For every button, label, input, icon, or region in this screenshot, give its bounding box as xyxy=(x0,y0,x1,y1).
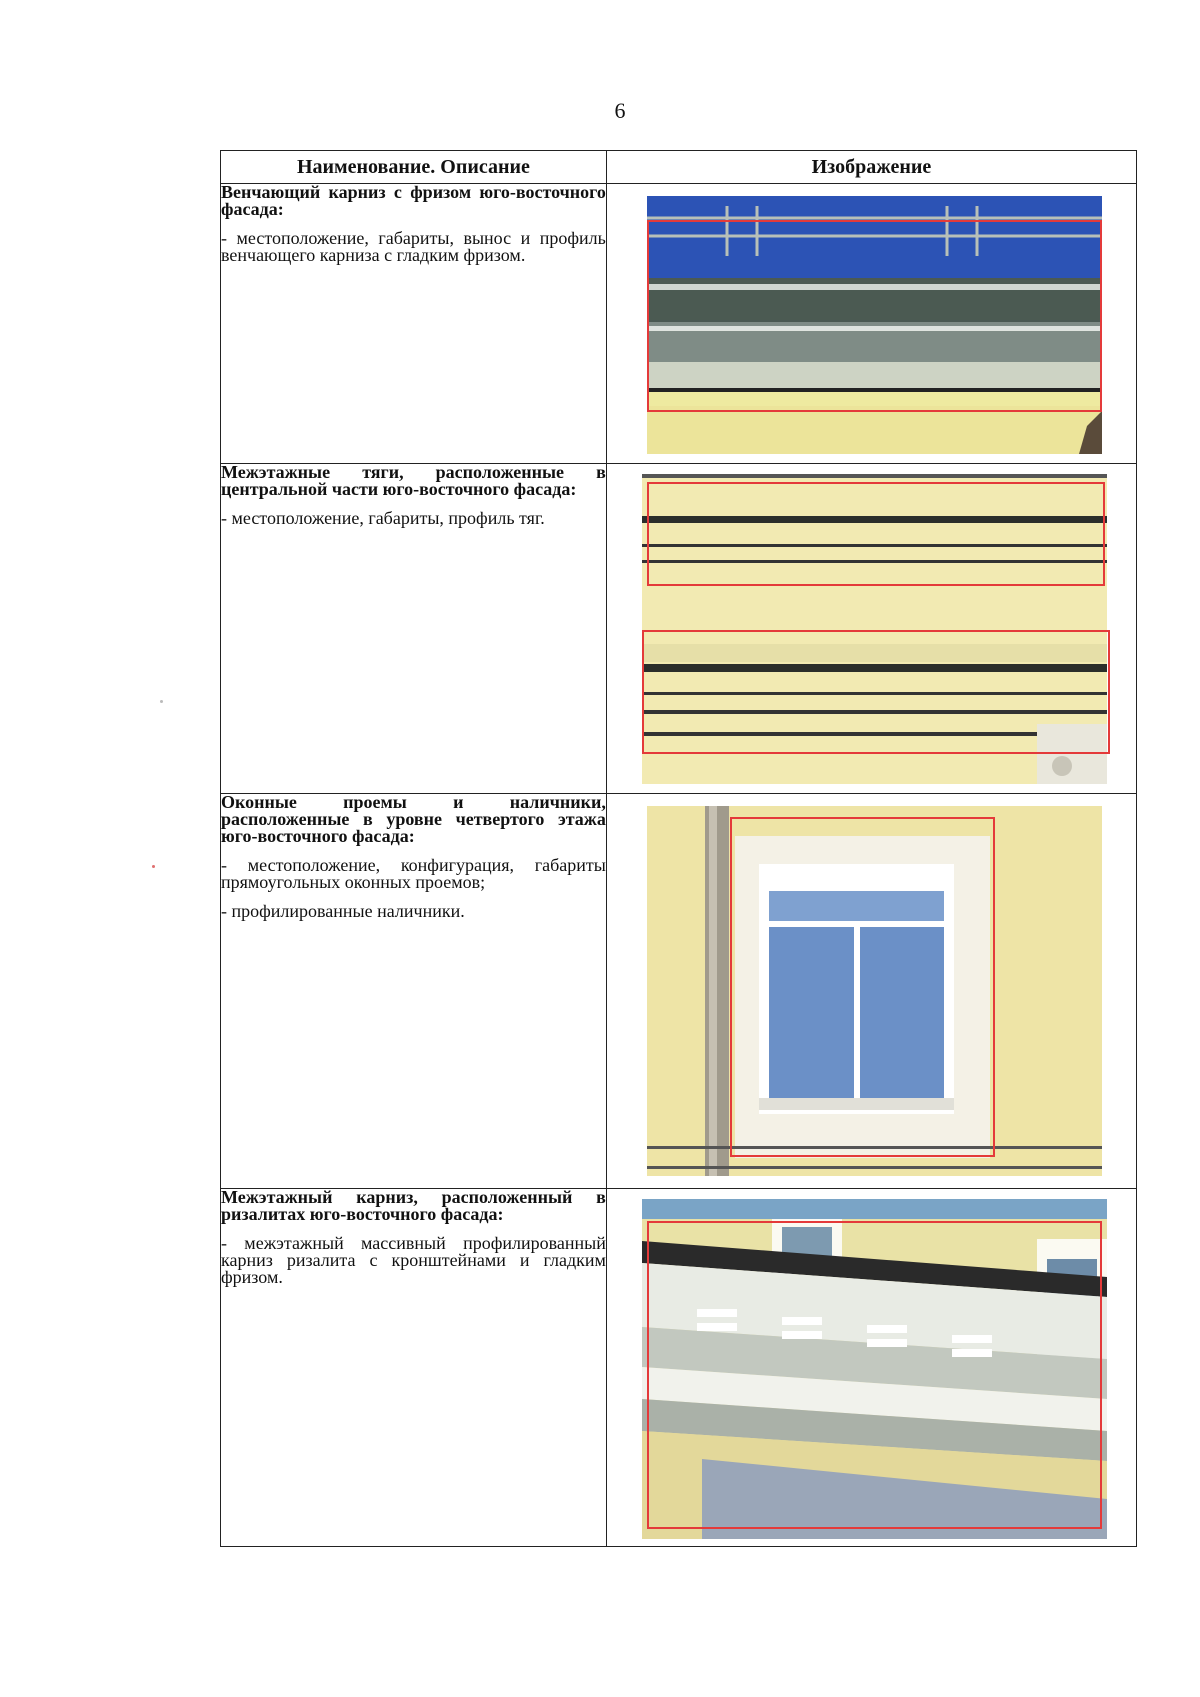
item-line: - межэтажный массивный профилированный карниз ризалита с кронштейнами и гладким фризом. xyxy=(221,1233,606,1287)
image-cell xyxy=(606,794,1136,1189)
highlight-frame xyxy=(642,630,1110,754)
item-title: Оконные проемы и наличники, расположенные в уровне четвертого этажа юго-восточного фасада: xyxy=(221,792,606,846)
description-cell xyxy=(221,1189,607,1547)
column-header-image: Изображение xyxy=(606,151,1136,184)
item-line: - местоположение, конфигурация, габариты прямоугольных оконных проемов; xyxy=(221,855,606,892)
image-cell xyxy=(606,184,1136,464)
image-cell xyxy=(606,1189,1136,1547)
highlight-frame xyxy=(647,482,1105,586)
highlight-frame xyxy=(647,220,1102,412)
image-cell xyxy=(606,464,1136,794)
item-line: - местоположение, габариты, профиль тяг. xyxy=(221,508,545,528)
item-title: Межэтажный карниз, расположенный в ризалитах юго-восточного фасада: xyxy=(221,1187,606,1224)
item-title: Венчающий карниз с фризом юго-восточного фасада: xyxy=(221,182,606,219)
table-row xyxy=(221,464,1137,794)
description-cell xyxy=(221,794,607,1189)
table-header-row xyxy=(221,151,1137,184)
item-title: Межэтажные тяги, расположенные в центральной части юго-восточного фасада: xyxy=(221,462,606,499)
description-cell xyxy=(221,184,607,464)
column-header-name: Наименование. Описание xyxy=(221,151,607,184)
page-number: 6 xyxy=(614,98,626,123)
table-row xyxy=(221,794,1137,1189)
description-cell xyxy=(221,464,607,794)
features-table xyxy=(220,150,1137,1547)
highlight-frame xyxy=(647,1221,1102,1529)
highlight-frame xyxy=(730,817,995,1157)
item-line: - местоположение, габариты, вынос и профиль венчающего карниза с гладким фризом. xyxy=(221,228,606,265)
item-line: - профилированные наличники. xyxy=(221,901,465,921)
table-row xyxy=(221,184,1137,464)
table-row xyxy=(221,1189,1137,1547)
scan-speck xyxy=(160,700,163,703)
scan-speck xyxy=(152,865,155,868)
